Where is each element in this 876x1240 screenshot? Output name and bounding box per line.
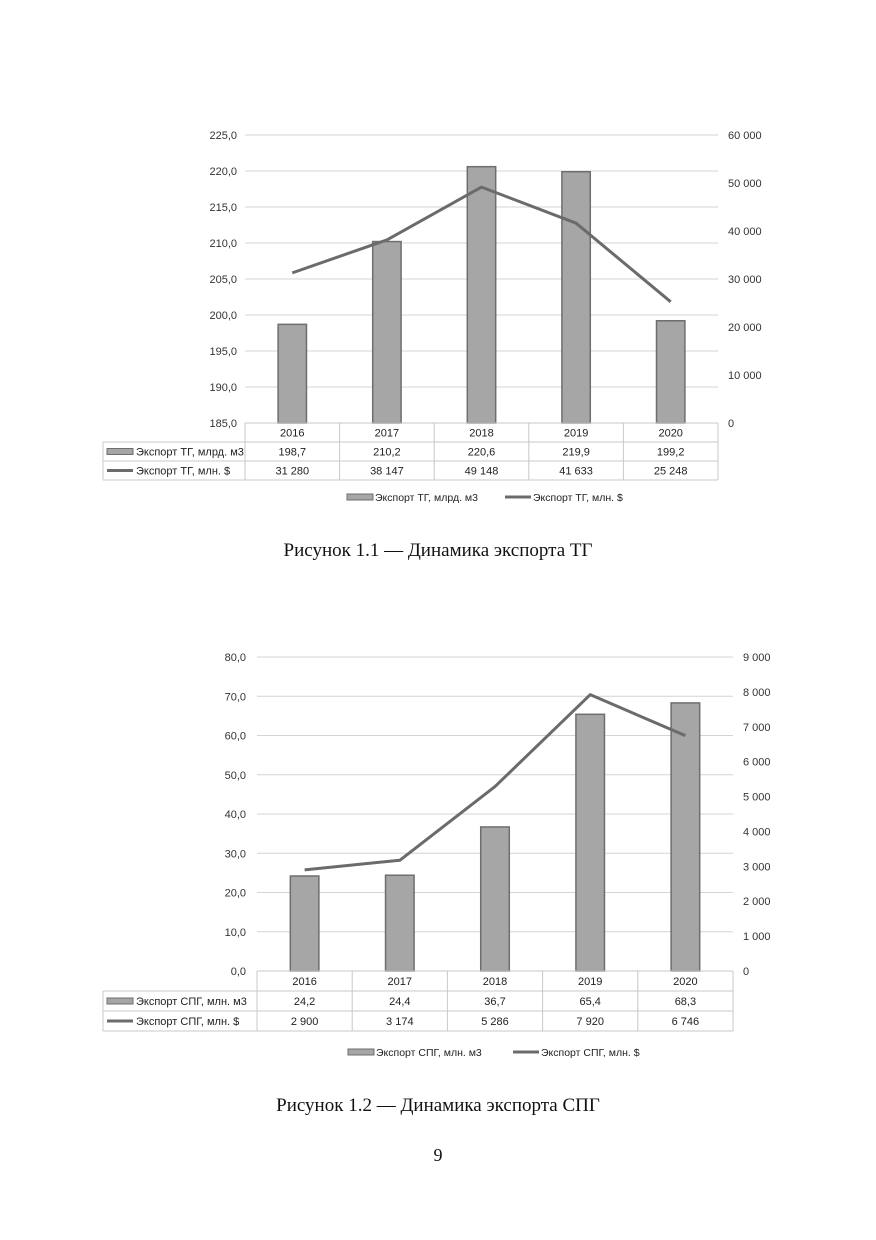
table-cell: 24,2 [293, 996, 316, 1008]
table-cell: 68,3 [674, 996, 697, 1008]
table-cell: 3 174 [386, 1016, 414, 1028]
y-right-tick-label: 20 000 [728, 322, 762, 334]
x-category-label: 2016 [292, 976, 317, 988]
y-right-tick-label: 3 000 [743, 861, 771, 874]
table-cell: 38 147 [370, 465, 404, 478]
y-right-tick-label: 2 000 [743, 896, 771, 909]
legend-bar-icon [347, 494, 373, 500]
table-cell: 6 746 [671, 1016, 700, 1028]
y-right-tick-label: 30 000 [728, 274, 762, 286]
y-right-tick-label: 8 000 [743, 686, 771, 699]
bar [278, 324, 306, 423]
y-left-tick-label: 10,0 [224, 926, 246, 939]
table-cell: 41 633 [559, 465, 593, 478]
table-key-bar-icon [107, 998, 133, 1004]
y-left-tick-label: 50,0 [224, 769, 246, 782]
y-left-tick-label: 215,0 [209, 202, 237, 214]
table-cell: 31 280 [275, 465, 310, 478]
chart-export-tg [0, 0, 876, 520]
legend-label: Экспорт ТГ, млн. $ [533, 492, 623, 504]
table-cell: 24,4 [389, 996, 411, 1008]
table-cell: 199,2 [656, 446, 685, 459]
y-left-tick-label: 0,0 [230, 966, 246, 978]
table-cell: 220,6 [467, 446, 496, 459]
x-category-label: 2019 [563, 427, 589, 440]
table-cell: 5 286 [481, 1016, 509, 1028]
page-number: 9 [433, 1145, 443, 1165]
y-right-tick-label: 50 000 [728, 178, 762, 190]
table-key-bar-icon [107, 449, 133, 455]
figure-caption-2: Рисунок 1.2 — Динамика экспорта СПГ [276, 1095, 600, 1116]
x-category-label: 2016 [280, 427, 305, 440]
x-category-label: 2020 [658, 427, 683, 440]
y-right-tick-label: 0 [728, 418, 735, 430]
bar [657, 321, 685, 423]
chart-export-lng [0, 630, 876, 1070]
y-right-tick-label: 1 000 [743, 931, 771, 944]
y-left-tick-label: 190,0 [209, 382, 237, 394]
table-cell: 49 148 [464, 465, 499, 478]
x-category-label: 2018 [482, 976, 508, 988]
x-category-label: 2017 [374, 427, 400, 440]
x-category-label: 2017 [387, 976, 413, 988]
y-left-tick-label: 195,0 [209, 346, 237, 358]
bar [562, 172, 590, 423]
bar [576, 714, 605, 971]
y-left-tick-label: 200,0 [209, 310, 237, 322]
legend-label: Экспорт СПГ, млн. м3 [376, 1047, 482, 1059]
table-cell: 219,9 [562, 446, 590, 459]
table-cell: 7 920 [576, 1016, 604, 1028]
y-left-tick-label: 80,0 [224, 652, 246, 664]
table-row-label: Экспорт СПГ, млн. $ [136, 1016, 240, 1028]
x-category-label: 2018 [469, 427, 494, 440]
y-left-tick-label: 20,0 [224, 887, 246, 900]
bar [386, 875, 415, 971]
y-right-tick-label: 0 [743, 966, 750, 978]
y-right-tick-label: 5 000 [743, 791, 771, 804]
table-cell: 65,4 [579, 996, 601, 1008]
y-left-tick-label: 185,0 [209, 418, 237, 430]
y-right-tick-label: 9 000 [743, 652, 771, 664]
bar [467, 167, 495, 423]
legend-label: Экспорт ТГ, млрд. м3 [375, 492, 478, 504]
x-category-label: 2019 [577, 976, 603, 988]
y-right-tick-label: 6 000 [743, 756, 771, 769]
table-cell: 198,7 [278, 446, 307, 459]
table-cell: 2 900 [290, 1016, 319, 1028]
y-right-tick-label: 7 000 [743, 721, 771, 734]
y-right-tick-label: 4 000 [743, 826, 771, 839]
legend-bar-icon [348, 1049, 374, 1055]
y-left-tick-label: 40,0 [224, 809, 246, 821]
table-cell: 36,7 [484, 996, 506, 1008]
figure-caption-1: Рисунок 1.1 — Динамика экспорта ТГ [283, 540, 593, 561]
legend-label: Экспорт СПГ, млн. $ [541, 1047, 640, 1059]
bar [481, 827, 510, 971]
y-left-tick-label: 225,0 [209, 130, 237, 142]
table-row-label: Экспорт ТГ, млн. $ [136, 465, 231, 478]
table-row-label: Экспорт СПГ, млн. м3 [136, 996, 247, 1008]
bar [671, 703, 700, 971]
table-cell: 25 248 [653, 465, 688, 478]
y-left-tick-label: 220,0 [209, 166, 237, 178]
y-right-tick-label: 60 000 [728, 130, 762, 142]
y-right-tick-label: 10 000 [728, 370, 762, 382]
bar [373, 242, 401, 423]
y-right-tick-label: 40 000 [728, 226, 762, 238]
y-left-tick-label: 60,0 [224, 730, 246, 743]
table-row-label: Экспорт ТГ, млрд. м3 [136, 446, 244, 459]
y-left-tick-label: 205,0 [209, 274, 237, 286]
y-left-tick-label: 210,0 [209, 238, 237, 250]
y-left-tick-label: 70,0 [224, 691, 246, 704]
y-left-tick-label: 30,0 [224, 848, 246, 861]
x-category-label: 2020 [673, 976, 698, 988]
bar [290, 876, 319, 971]
table-cell: 210,2 [373, 446, 401, 459]
